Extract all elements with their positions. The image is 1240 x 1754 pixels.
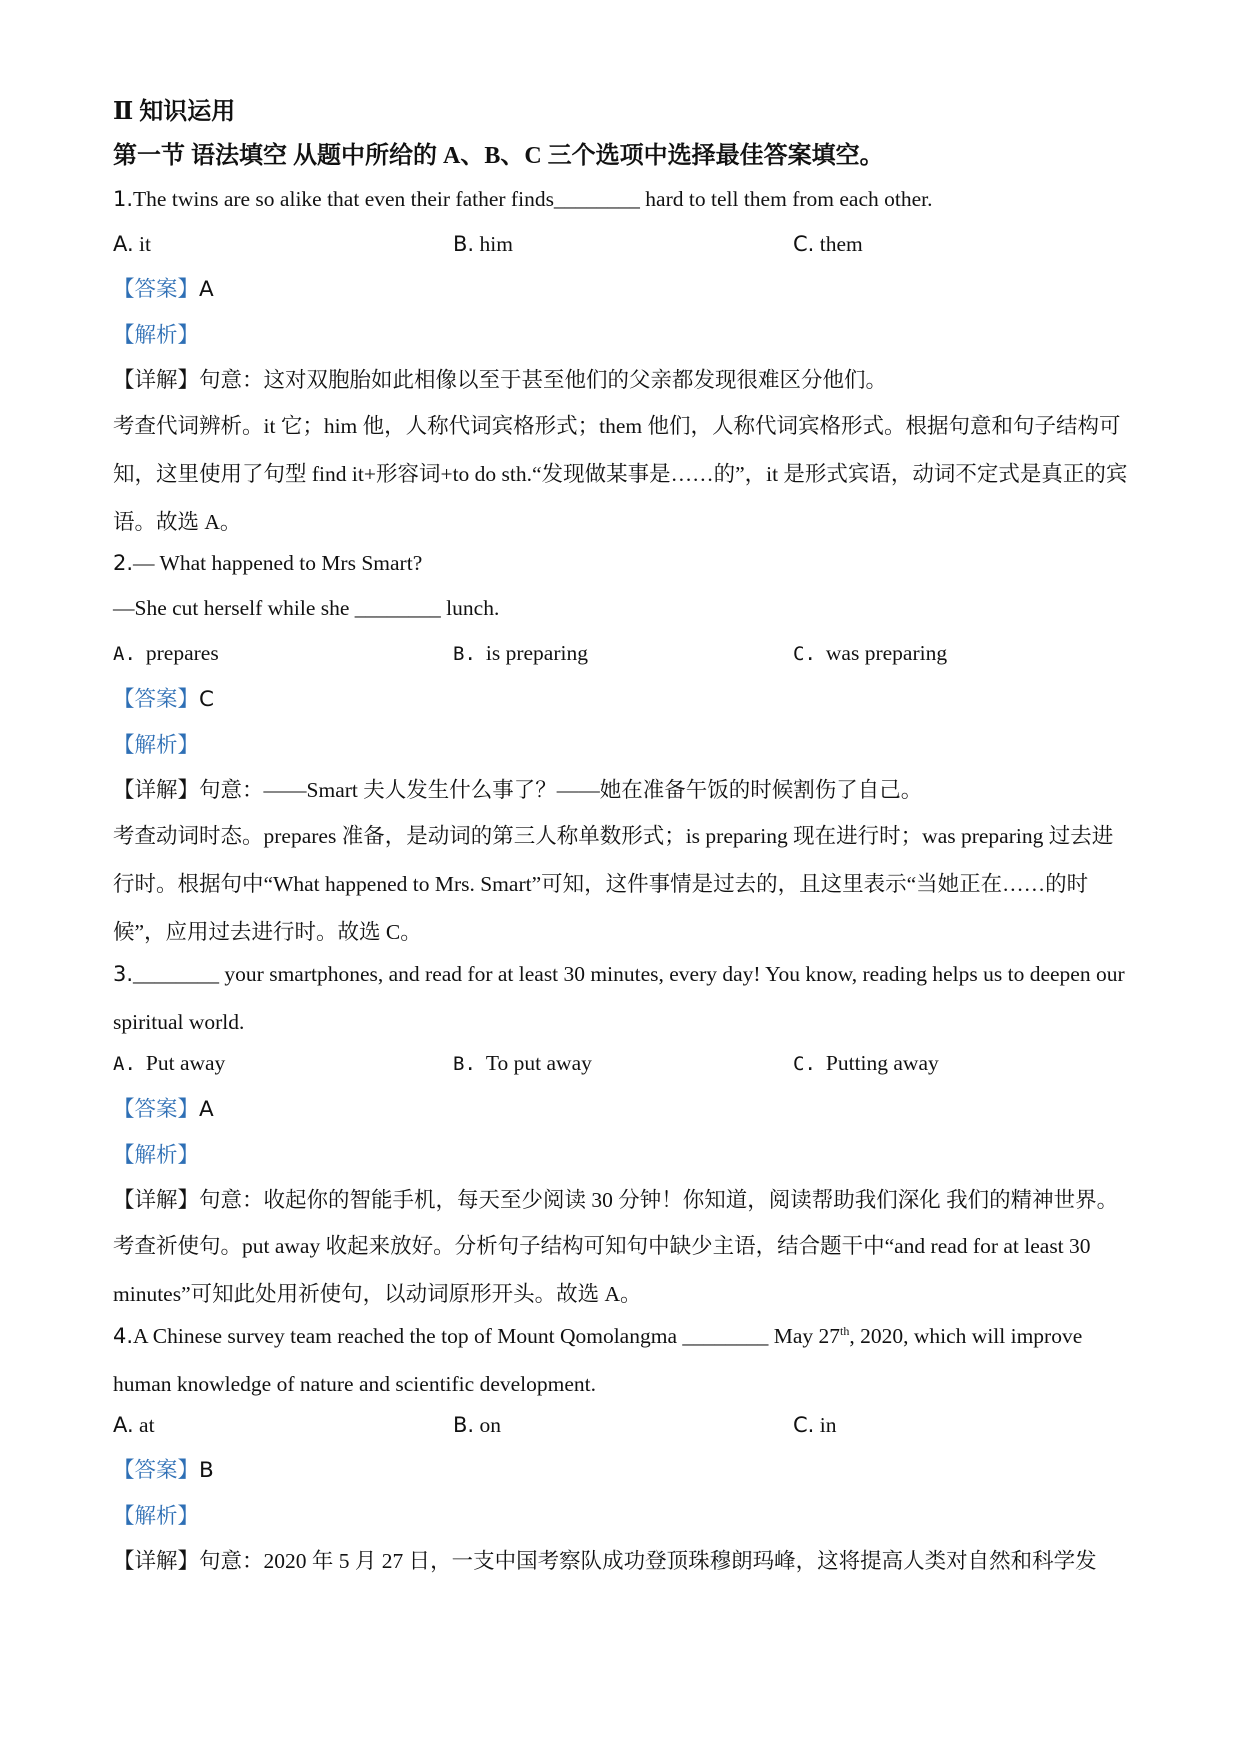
section-title: Ⅱ 知识运用: [113, 99, 236, 125]
option-text: him: [474, 232, 513, 256]
detail-text: 句意：这对双胞胎如此相像以至于甚至他们的父亲都发现很难区分他们。: [199, 368, 888, 392]
question-number: 1.: [113, 187, 134, 211]
option-c: [793, 229, 1133, 259]
answer-value: A: [199, 277, 214, 302]
option-text: on: [474, 1413, 501, 1437]
question-3-explanation: 考查祈使句。put away 收起来放好。分析句子结构可知句中缺少主语，结合题干中“and read for at least 30 minutes”可知此处用祈使句，以动词原形开头。故选 A。: [113, 1234, 1091, 1306]
option-b: [453, 229, 793, 259]
question-4-answer: [113, 1455, 1133, 1486]
question-2-answer: [113, 684, 1133, 715]
question-number: 4.: [113, 1324, 134, 1348]
question-text-before: A Chinese survey team reached the top of Mount Qomolangma ________ May 27: [133, 1324, 841, 1348]
option-text: Putting away: [825, 1051, 939, 1075]
answer-label: 【答案】: [113, 687, 200, 711]
question-text: The twins are so alike that even their father finds________ hard to tell them from each other.: [133, 187, 933, 211]
option-b: [453, 1048, 793, 1079]
detail-label: 【详解】: [113, 1188, 200, 1212]
question-3-answer: [113, 1094, 1133, 1125]
question-number: 2.: [113, 551, 134, 575]
detail-text: 句意：收起你的智能手机，每天至少阅读 30 分钟！你知道，阅读帮助我们深化 我们的精神世界。: [199, 1188, 1119, 1212]
part-title: 第一节 语法填空 从题中所给的 A、B、C 三个选项中选择最佳答案填空。: [113, 143, 884, 169]
detail-text: 句意：——Smart 夫人发生什么事了？——她在准备午饭的时候割伤了自己。: [199, 778, 923, 802]
option-b: [453, 638, 793, 669]
question-1-explanation: 考查代词辨析。it 它；him 他，人称代词宾格形式；them 他们，人称代词宾格形式。根据句意和句子结构可知，这里使用了句型 find it+形容词+to do sth.“发现做某事是……的”，it 是形式宾语，动词不定式是真正的宾语。故选 A。: [113, 414, 1128, 534]
question-4-stem: [113, 1312, 1133, 1408]
option-text: them: [814, 232, 863, 256]
question-1-stem: [113, 184, 1133, 214]
option-letter: B.: [453, 1413, 475, 1437]
document-content: [113, 96, 1133, 1589]
question-3-analysis-label: 【解析】: [113, 1143, 200, 1167]
option-letter: B.: [453, 1053, 476, 1075]
option-text: in: [814, 1413, 837, 1437]
question-2-detail: [113, 775, 1133, 805]
option-letter: C.: [793, 1053, 816, 1075]
answer-label: 【答案】: [113, 1097, 200, 1121]
question-1-analysis-label: 【解析】: [113, 323, 200, 347]
question-1-detail: [113, 365, 1133, 395]
ordinal-suffix: th: [840, 1323, 850, 1338]
answer-value: B: [199, 1458, 214, 1483]
answer-value: A: [199, 1097, 214, 1122]
detail-label: 【详解】: [113, 778, 200, 802]
option-letter: C.: [793, 643, 816, 665]
question-2-stem: [113, 548, 1133, 578]
option-letter: C.: [793, 232, 815, 256]
option-text: is preparing: [485, 641, 588, 665]
option-letter: B.: [453, 643, 476, 665]
question-text-after: , 2020, which will improve human knowledge of nature and scientific development.: [113, 1324, 1083, 1396]
option-a: [113, 1410, 453, 1440]
question-3-options: [113, 1048, 1133, 1079]
option-text: it: [133, 232, 151, 256]
option-b: [453, 1410, 793, 1440]
question-1-answer: [113, 274, 1133, 305]
question-2-stem-line2: —She cut herself while she ________ lunch.: [113, 596, 500, 620]
answer-value: C: [199, 687, 215, 712]
option-text: Put away: [145, 1051, 226, 1075]
option-text: To put away: [485, 1051, 592, 1075]
option-letter: C.: [793, 1413, 815, 1437]
option-c: [793, 1048, 1133, 1079]
question-text: — What happened to Mrs Smart?: [133, 551, 423, 575]
question-2-explanation: 考查动词时态。prepares 准备，是动词的第三人称单数形式；is preparing 现在进行时；was preparing 过去进行时。根据句中“What happened to Mrs. Smart”可知，这件事情是过去的，且这里表示“当她正在……的时候”，应用过去进行时。故选 C。: [113, 824, 1114, 944]
option-a: [113, 1048, 453, 1079]
option-text: prepares: [145, 641, 219, 665]
answer-label: 【答案】: [113, 1458, 200, 1482]
option-letter: B.: [453, 232, 475, 256]
detail-label: 【详解】: [113, 368, 200, 392]
question-text: ________ your smartphones, and read for at least 30 minutes, every day! You know, reading helps us to deepen our spiritual world.: [113, 962, 1125, 1034]
option-letter: A.: [113, 1413, 134, 1437]
option-c: [793, 1410, 1133, 1440]
question-3-detail: [113, 1185, 1133, 1215]
question-4-detail: [113, 1546, 1133, 1576]
option-a: [113, 229, 453, 259]
option-a: [113, 638, 453, 669]
question-1-options: [113, 229, 1133, 259]
option-text: at: [133, 1413, 155, 1437]
option-c: [793, 638, 1133, 669]
option-letter: A.: [113, 232, 134, 256]
question-4-options: [113, 1410, 1133, 1440]
question-2-options: [113, 638, 1133, 669]
option-text: was preparing: [825, 641, 948, 665]
question-2-analysis-label: 【解析】: [113, 733, 200, 757]
question-3-stem: [113, 950, 1133, 1046]
detail-label: 【详解】: [113, 1549, 200, 1573]
question-4-analysis-label: 【解析】: [113, 1504, 200, 1528]
option-letter: A.: [113, 643, 136, 665]
answer-label: 【答案】: [113, 277, 200, 301]
detail-text: 句意：2020 年 5 月 27 日，一支中国考察队成功登顶珠穆朗玛峰，这将提高人类对自然和科学发: [199, 1549, 1097, 1573]
option-letter: A.: [113, 1053, 136, 1075]
question-number: 3.: [113, 962, 134, 986]
